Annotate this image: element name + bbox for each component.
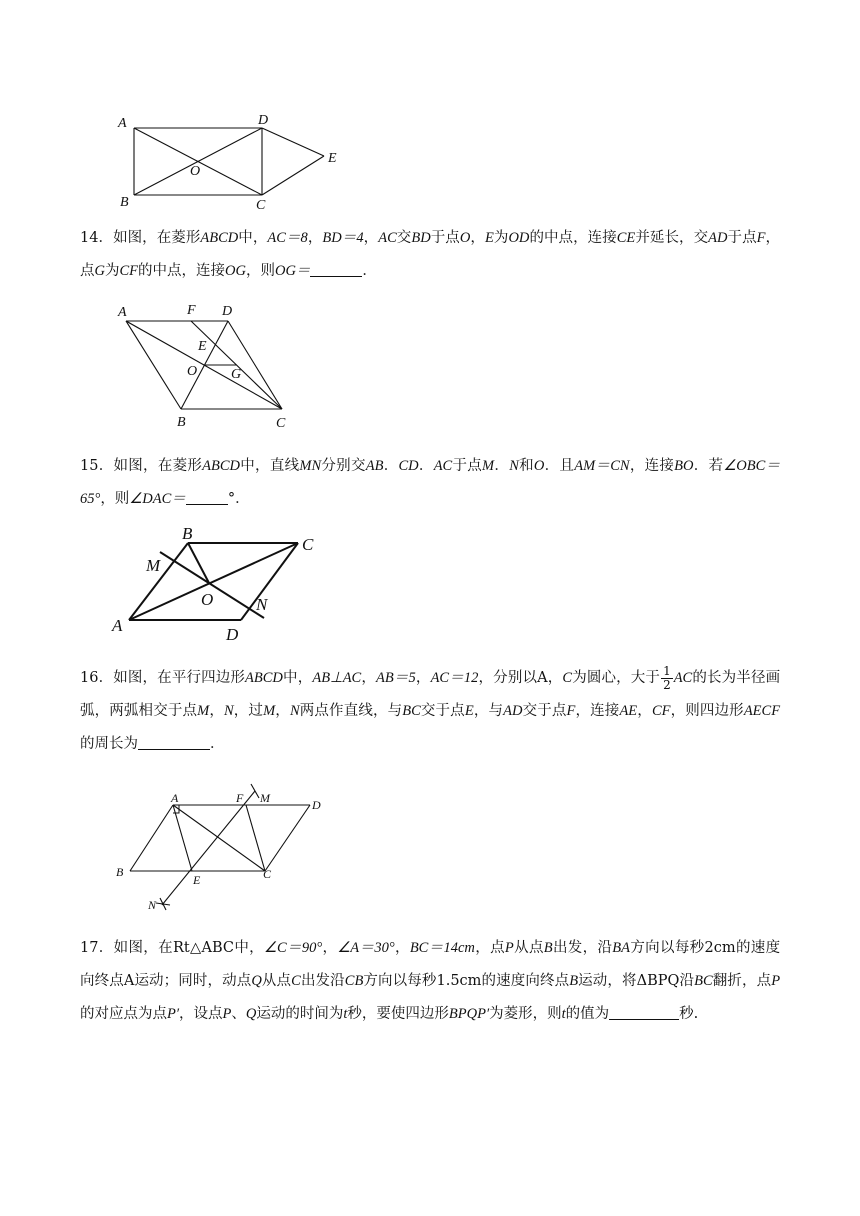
math: ABCD [200,230,239,246]
text: ， [394,940,410,956]
question-number: 16． [80,670,114,686]
math: AM＝CN [574,458,630,474]
math: AC＝8 [267,230,308,246]
math: 1.5cm [436,973,482,989]
math: E [464,703,474,719]
text: ． [418,458,434,474]
fraction-denominator: 2 [663,677,671,692]
math: B [543,940,553,956]
math: F [756,230,766,246]
math: O [459,230,471,246]
math: MN [299,458,322,474]
text: ．且 [544,458,575,474]
math: OG [225,263,246,279]
question-number: 14． [80,230,114,246]
math: BC＝14cm [409,940,475,956]
math: OG＝ [274,263,311,279]
math: E [484,230,494,246]
question-17 [80,932,780,1031]
text: 、 [231,1006,246,1022]
text: ，连接 [629,458,675,474]
text: ，则四边形 [670,703,744,719]
answer-blank[interactable] [310,260,362,277]
text: ． [362,263,377,279]
fig14-label-a: A [118,305,127,320]
fraction-one-half [661,665,673,692]
text: 出发，沿 [552,940,613,956]
answer-blank[interactable] [186,488,228,505]
math: Q [251,973,262,989]
text: 于点 [430,230,460,246]
text: 交 [396,230,412,246]
math: ∠OBC＝65° [80,458,781,507]
figure-14 [110,298,310,430]
fig15-label-a: A [112,616,123,635]
fig14-label-c: C [276,416,286,431]
text: ，点 [80,230,781,279]
fig16-label-b: B [116,865,124,879]
fig16-label-a: A [171,791,179,805]
text: ， [322,940,338,956]
fig14-label-d: D [222,304,233,319]
math: AB＝5 [376,670,416,686]
text: 如图，在 [113,940,173,956]
text: 出发沿 [300,973,345,989]
math: N [223,703,234,719]
text: ，点 [474,940,505,956]
text: 从点 [513,940,544,956]
math: N [289,703,300,719]
fig16-label-d: D [312,798,321,812]
fig15-label-o: O [201,590,214,609]
text: 交于点 [522,703,567,719]
fig15-label-b: B [182,524,193,543]
fig15-label-m: M [146,556,161,575]
text: ， [363,230,379,246]
fraction-numerator: 1 [663,663,671,678]
math: M [482,458,495,474]
text: 的长为半径画弧，两弧相交于点 [80,670,781,719]
math: O [533,458,545,474]
text: 中， [238,230,268,246]
text: 并延长，交 [635,230,709,246]
text: ， [307,230,323,246]
math: t [343,1006,348,1022]
text: 的中点，连接 [138,263,226,279]
math: M [263,703,276,719]
math: BD＝4 [322,230,364,246]
text: 翻折，点 [712,973,772,989]
math: AD [503,703,523,719]
fig16-label-m: M [260,791,270,805]
math: ∠A＝30° [337,940,395,956]
fig15-label-c: C [302,535,314,554]
text: 秒. [679,1006,699,1022]
fig14-label-f: F [187,303,196,318]
text: 如图，在平行四边形 [113,670,246,686]
math: P [504,940,514,956]
figure-13 [110,108,370,218]
text: 的周长为 [80,736,138,752]
text: ，设点 [179,1006,223,1022]
math: P [222,1006,232,1022]
text: 如图，在菱形 [113,230,201,246]
math: AC＝12 [430,670,479,686]
text: 于点 [727,230,757,246]
text: 为 [104,263,120,279]
text: A [123,973,135,989]
math: AC [378,230,397,246]
math: ΔBPQ [636,973,680,989]
text: ， [637,703,652,719]
text: 中， [282,670,313,686]
fig13-label-a: A [118,116,127,131]
text: ， [470,230,485,246]
math: CD [398,458,419,474]
text: ． [383,458,399,474]
math: C [562,670,573,686]
text: ， [361,670,377,686]
answer-blank[interactable] [138,733,210,750]
fig16-label-e: E [193,873,201,887]
fig13-label-e: E [328,151,337,166]
fig14-label-g: G [231,367,242,382]
text: 中， [234,940,264,956]
math: CB [344,973,364,989]
text: 的值为 [565,1006,610,1022]
fig13-label-o: O [190,164,201,179]
math: B [569,973,579,989]
text: ，连接 [575,703,620,719]
math: ∠DAC＝ [129,491,186,507]
math: G [94,263,105,279]
text: 运动， [578,973,623,989]
text: 的速度向终点 [80,940,781,989]
text: ． [210,736,225,752]
text: 运动；同时，动点 [134,973,252,989]
text: 的速度向终点 [481,973,570,989]
fig15-label-n: N [256,595,268,614]
text: °． [227,491,250,507]
text: 和 [518,458,534,474]
fig16-label-f: F [236,791,244,805]
math: AB [365,458,384,474]
math: BD [411,230,431,246]
answer-blank[interactable] [609,1003,679,1020]
fig16-label-n: N [148,898,157,912]
fig14-label-e: E [198,339,207,354]
text: 为 [489,1006,504,1022]
math: Q [245,1006,257,1022]
text: 方向以每秒 [630,940,705,956]
text: 交于点 [420,703,465,719]
text: A [537,670,548,686]
text: 的中点，连接 [529,230,617,246]
math: BO [674,458,694,474]
math: OD [508,230,530,246]
text: ， [415,670,431,686]
figure-16 [110,778,340,918]
text: ，与 [473,703,504,719]
text: 于点 [452,458,483,474]
math: CF [651,703,671,719]
figure-15 [110,522,330,648]
math: BA [612,940,631,956]
text: ， [547,670,563,686]
math: AC [433,458,453,474]
math: 2cm [704,940,736,956]
text: ，过 [233,703,264,719]
text: 为圆心，大于 [572,670,661,686]
text: 两点作直线，与 [299,703,403,719]
text: 方向以每秒 [363,973,437,989]
math: P′ [167,1006,180,1022]
math: BPQP′ [448,1006,490,1022]
math: ABCD [245,670,283,686]
math: AD [708,230,728,246]
question-number: 15． [80,458,114,474]
fig16-label-c: C [263,867,272,881]
text: 的对应点为点 [80,1006,167,1022]
text: ， [209,703,224,719]
math: N [509,458,519,474]
text: ，分别以 [478,670,538,686]
text: 运动的时间为 [256,1006,344,1022]
math: AE [619,703,638,719]
question-14 [80,222,780,288]
question-number: 17． [80,940,114,956]
math: CF [119,263,139,279]
question-16 [80,662,780,761]
text: 如图，在菱形 [113,458,203,474]
math: CE [616,230,636,246]
fig13-label-b: B [120,195,129,210]
text: ．若 [693,458,724,474]
fig13-label-c: C [256,198,266,213]
math: F [566,703,576,719]
text: ， [275,703,290,719]
math: C [291,973,301,989]
math: AECF [743,703,781,719]
math: ABCD [202,458,240,474]
text: 菱形，则 [503,1006,562,1022]
fig13-label-d: D [258,113,269,128]
text: 分别交 [321,458,366,474]
text: ，则 [245,263,275,279]
fig14-label-o: O [187,364,198,379]
math: AC [673,670,693,686]
math: P [771,973,781,989]
math: BC [694,973,713,989]
text: ，则 [100,491,130,507]
math: AB⊥AC [312,670,362,686]
text: 为 [493,230,509,246]
math: M [197,703,210,719]
text: 将 [622,973,637,989]
math: t [561,1006,566,1022]
math: ∠C＝90° [264,940,323,956]
fig14-label-b: B [177,415,186,430]
math: BC [402,703,421,719]
text: 中，直线 [240,458,300,474]
text: ． [494,458,510,474]
text: 沿 [679,973,695,989]
question-15 [80,450,780,516]
text: 从点 [261,973,292,989]
fig15-label-d: D [226,625,239,644]
text: 秒，要使四边形 [347,1006,449,1022]
math: Rt△ABC [172,940,234,956]
